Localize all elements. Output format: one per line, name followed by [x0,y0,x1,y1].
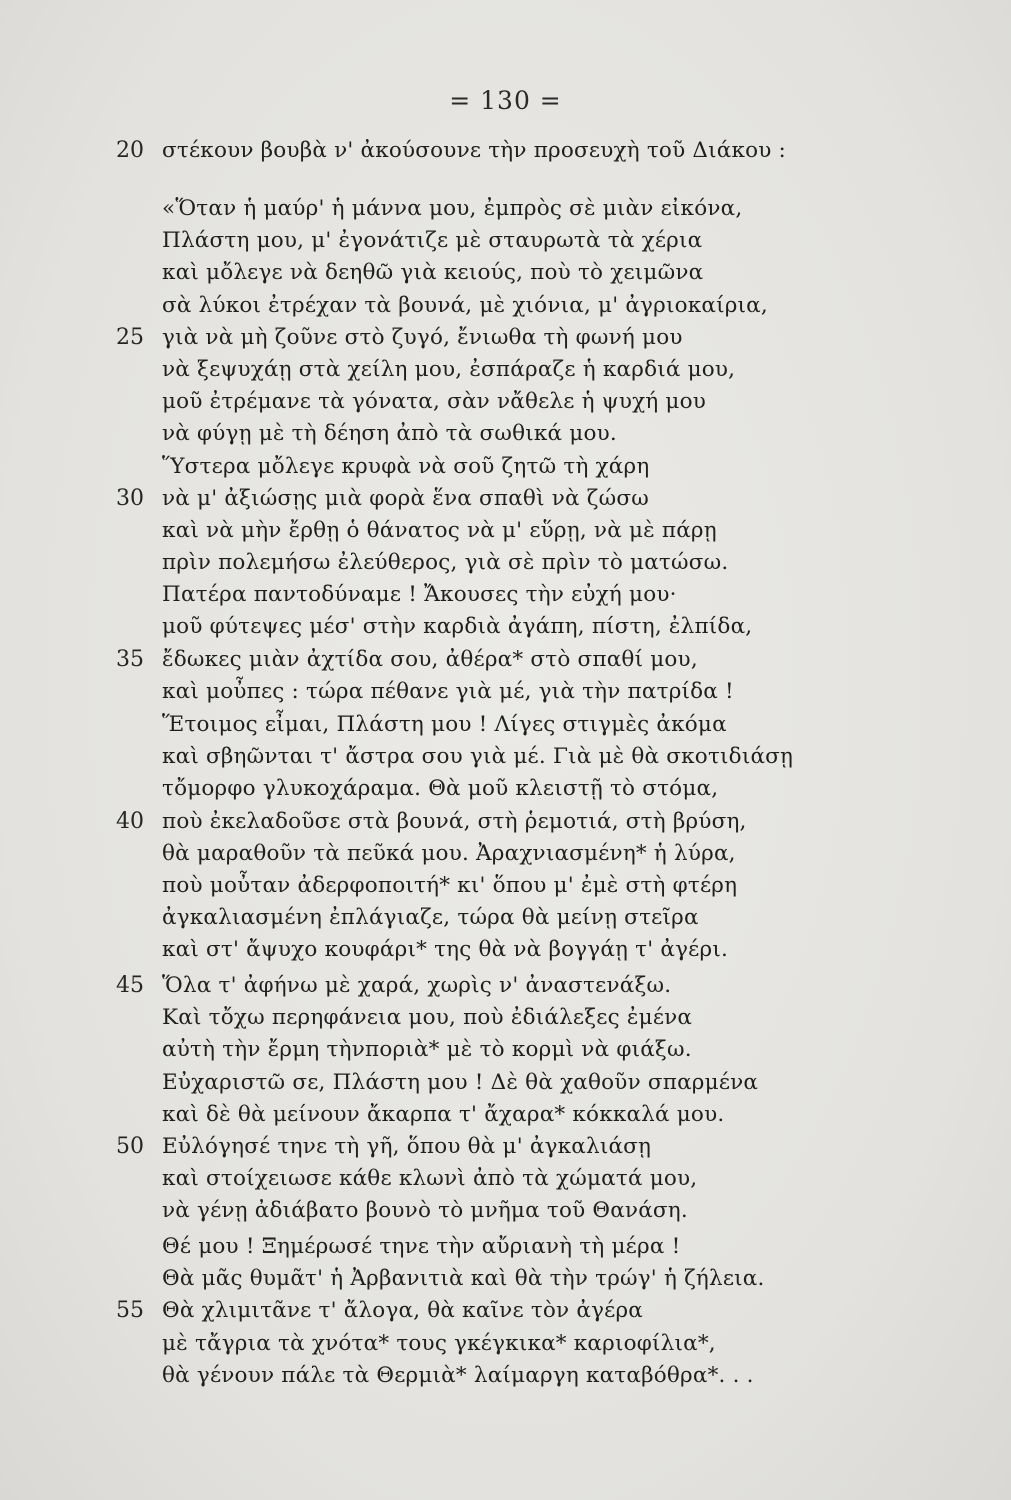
page-number: = 130 = [449,86,562,115]
verse-line [0,257,1011,289]
verse-line [0,451,1011,483]
verse-text: ἀγκαλιασμένη ἐπλάγιαζε, τώρα θὰ μείνῃ στεῖρα [162,905,699,931]
verse-text: γιὰ νὰ μὴ ζοῦνε στὸ ζυγό, ἔνιωθα τὴ φωνή μου [162,324,683,350]
verse-text: αὐτὴ τὴν ἔρμη τὴνποριὰ* μὲ τὸ κορμὶ νὰ φιάξω. [162,1037,692,1063]
line-number: 35 [116,646,144,672]
verse-line [0,806,1011,838]
verse-line [0,193,1011,225]
verse-line [0,135,1011,167]
verse-text: Ὅλα τ' ἀφήνω μὲ χαρά, χωρὶς ν' ἀναστενάξω. [162,973,672,998]
verse-text: καὶ δὲ θὰ μείνουν ἄκαρπα τ' ἄχαρα* κόκκαλά μου. [162,1101,725,1127]
verse-text: σὰ λύκοι ἐτρέχαν τὰ βουνά, μὲ χιόνια, μ' ἀγριοκαίρια, [162,292,768,318]
verse-line [0,1002,1011,1034]
verse-text: καὶ μοὖπες : τώρα πέθανε γιὰ μέ, γιὰ τὴν πατρίδα ! [162,678,734,704]
verse-line [0,1195,1011,1227]
verse-text: τὄμορφο γλυκοχάραμα. Θὰ μοῦ κλειστῇ τὸ στόμα, [162,776,719,802]
verse-text: μοῦ φύτεψες μέσ' στὴν καρδιὰ ἀγάπη, πίστη, ἐλπίδα, [162,614,753,640]
verse-text: καὶ σβηῶνται τ' ἄστρα σου γιὰ μέ. Γιὰ μὲ θὰ σκοτιδιάσῃ [162,744,794,770]
verse-text: Εὐλόγησέ τηνε τὴ γῆ, ὅπου θὰ μ' ἀγκαλιάσῃ [162,1133,652,1159]
verse-line [0,418,1011,450]
verse-text: Θέ μου ! Ξημέρωσέ τηνε τὴν αὔριανὴ τὴ μέρα ! [162,1234,681,1259]
line-number: 45 [116,973,144,998]
verse-text: καὶ νὰ μὴν ἔρθῃ ὁ θάνατος νὰ μ' εὕρῃ, νὰ μὲ πάρῃ [162,517,717,543]
verse-line [0,773,1011,805]
verse-line [0,515,1011,547]
verse-line [0,290,1011,322]
verse-text: Εὐχαριστῶ σε, Πλάστη μου ! Δὲ θὰ χαθοῦν σπαρμένα [162,1069,759,1095]
verse-text: πρὶν πολεμήσω ἐλεύθερος, γιὰ σὲ πρὶν τὸ ματώσω. [162,550,729,576]
verse-line [0,838,1011,870]
verse-line [0,547,1011,579]
verse-line [0,644,1011,676]
line-number: 40 [116,808,144,834]
verse-text: Πατέρα παντοδύναμε ! Ἄκουσες τὴν εὐχή μου· [162,582,677,608]
verse-line [0,611,1011,643]
verse-text: καὶ στοίχειωσε κάθε κλωνὶ ἀπὸ τὰ χώματά μου, [162,1166,698,1192]
verse-line [0,354,1011,386]
verse-line [0,934,1011,966]
verse-line [0,579,1011,611]
verse-line [0,1263,1011,1295]
verse-text: ποὺ μοὖταν ἀδερφοποιτή* κι' ὅπου μ' ἐμὲ στὴ φτέρη [162,872,738,898]
verse-text: Πλάστη μου, μ' ἐγονάτιζε μὲ σταυρωτὰ τὰ χέρια [162,228,703,254]
verse-text: ποὺ ἐκελαδοῦσε στὰ βουνά, στὴ ῥεμοτιά, στὴ βρύση, [162,808,747,834]
stanza-tomorrow [0,1231,1011,1392]
verse-text: καὶ μὄλεγε νὰ δεηθῶ γιὰ κειούς, ποὺ τὸ χειμῶνα [162,260,704,286]
verse-text: «Ὅταν ἡ μαύρ' ἡ μάννα μου, ἐμπρὸς σὲ μιὰν εἰκόνα, [162,196,743,221]
verse-line [0,225,1011,257]
line-number: 30 [116,485,144,511]
verse-line [0,1034,1011,1066]
line-number: 55 [116,1298,144,1324]
stanza-thanksgiving [0,970,1011,1228]
stanza-opening [0,135,1011,167]
verse-text: ἔδωκες μιὰν ἀχτίδα σου, ἀθέρα* στὸ σπαθί μου, [162,646,698,672]
verse-text: νὰ φύγῃ μὲ τὴ δέηση ἀπὸ τὰ σωθικά μου. [162,421,617,447]
verse-line [0,1231,1011,1263]
verse-text: μὲ τἄγρια τὰ χνότα* τους γκέγκικα* καριοφίλια*, [162,1330,716,1356]
verse-text: νὰ ξεψυχάῃ στὰ χείλη μου, ἐσπάραζε ἡ καρδιά μου, [162,356,736,382]
verse-line [0,386,1011,418]
verse-text: μοῦ ἐτρέμανε τὰ γόνατα, σὰν νἄθελε ἡ ψυχή μου [162,389,707,415]
stanza-prayer-recollection [0,193,1011,708]
line-number: 50 [116,1133,144,1159]
verse-text: νὰ γένῃ ἀδιάβατο βουνὸ τὸ μνῆμα τοῦ Θανάση. [162,1198,688,1224]
verse-text: καὶ στ' ἄψυχο κουφάρι* της θὰ νὰ βογγάῃ τ' ἀγέρι. [162,937,728,963]
verse-line [0,870,1011,902]
verse-line [0,1360,1011,1392]
verse-line [0,1099,1011,1131]
line-number: 20 [116,138,144,163]
line-number: 25 [116,324,144,350]
verse-line [0,1067,1011,1099]
verse-text: θὰ γένουν πάλε τὰ Θερμιὰ* λαίμαργη καταβόθρα*. . . [162,1362,754,1388]
verse-line [0,1163,1011,1195]
verse-line [0,902,1011,934]
verse-line [0,322,1011,354]
verse-text: θὰ μαραθοῦν τὰ πεῦκά μου. Ἀραχνιασμένη* ἡ λύρα, [162,840,736,866]
verse-text: στέκουν βουβὰ ν' ἀκούσουνε τὴν προσευχὴ τοῦ Διάκου : [162,138,786,163]
verse-text: Ἕτοιμος εἶμαι, Πλάστη μου ! Λίγες στιγμὲς ἀκόμα [162,712,727,737]
verse-line [0,1131,1011,1163]
stanza-readiness [0,709,1011,967]
verse-line [0,483,1011,515]
verse-line [0,709,1011,741]
verse-text: νὰ μ' ἀξιώσῃς μιὰ φορὰ ἕνα σπαθὶ νὰ ζώσω [162,485,649,511]
verse-line [0,1295,1011,1327]
verse-line [0,741,1011,773]
verse-text: Θὰ μᾶς θυμᾶτ' ἡ Ἀρβανιτιὰ καὶ θὰ τὴν τρώγ' ἡ ζήλεια. [162,1266,765,1292]
verse-line [0,1328,1011,1360]
verse-text: Ὕστερα μὄλεγε κρυφὰ νὰ σοῦ ζητῶ τὴ χάρη [162,453,650,479]
verse-text: Θὰ χλιμιτᾶνε τ' ἄλογα, θὰ καῖνε τὸν ἀγέρα [162,1298,644,1324]
verse-line [0,676,1011,708]
verse-text: Καὶ τὄχω περηφάνεια μου, ποὺ ἐδιάλεξες ἐμένα [162,1005,693,1031]
verse-line [0,970,1011,1002]
